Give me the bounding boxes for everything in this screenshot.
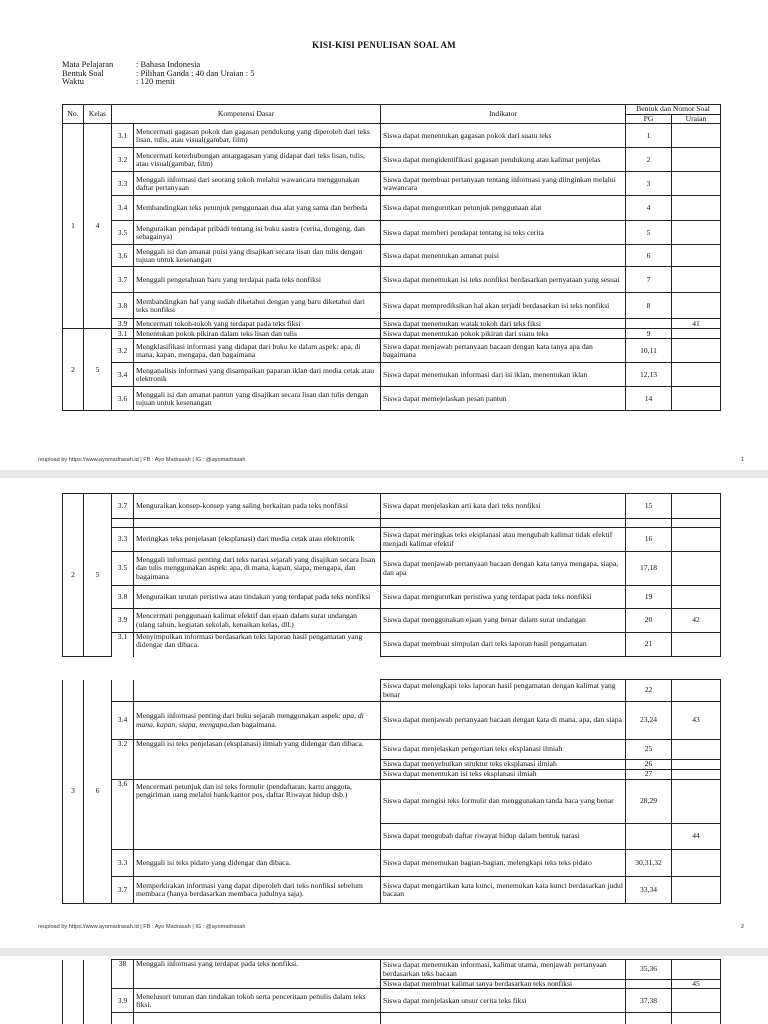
cell-uraian: [672, 221, 721, 245]
table-row: [63, 148, 721, 172]
cell-kd-number: 3.7: [112, 267, 134, 293]
cell-pg: [626, 980, 672, 989]
kd-text: Menggali informasi penting dari buku sejarah menggunakan aspek:: [136, 711, 343, 721]
cell-kd-number: 3.4: [112, 196, 134, 221]
cell-pg: 25: [626, 740, 672, 760]
page-footer: reupload by https://www.ayomadrasah.id | FB : Ayo Madrasah | IG : @ayomadrasah: [38, 924, 246, 930]
table-row: [63, 552, 721, 586]
cell-kd-number: 3.9: [112, 609, 134, 633]
table-row: [63, 494, 721, 519]
cell-kd-number: 3.7: [112, 877, 134, 904]
cell-indikator: Siswa dapat membuat simpulan dari teks laporan hasil pengamatan: [381, 633, 626, 657]
table-row: [63, 245, 721, 267]
cell-pg: 37,38: [626, 989, 672, 1013]
cell-uraian: [672, 877, 721, 904]
cell-kd-number: 3.7: [112, 494, 134, 519]
cell-indikator: Siswa dapat menjawab pertanyaan bacaan dengan kata di mana, apa, dan siapa: [381, 702, 626, 740]
cell-kd-number: 3.6: [112, 387, 134, 411]
cell-uraian: [672, 850, 721, 877]
cell-uraian: 42: [672, 609, 721, 633]
table-row-empty: [63, 519, 721, 528]
cell-indikator: Siswa dapat menemukan bagian-bagian, melengkapi teks teks pidato: [381, 850, 626, 877]
document-page-1: [0, 0, 768, 470]
empty-cell: [134, 680, 381, 702]
empty-cell: [112, 519, 134, 528]
cell-uraian: [672, 329, 721, 339]
header-bentuk-nomor-soal: Bentuk dan Nomor Soal: [626, 105, 721, 115]
cell-indikator: Siswa dapat menentukan isi teks eksplanasi ilmiah: [381, 770, 626, 780]
cell-uraian: [672, 760, 721, 770]
table-row: [63, 293, 721, 319]
cell-kelas: 5: [84, 329, 112, 411]
cell-indikator: Siswa dapat mengartikan kata kunci, menemukan kata kunci berdasarkan judul bacaan: [381, 877, 626, 904]
cell-pg: 35,36: [626, 960, 672, 980]
document-page-2: [0, 478, 768, 948]
meta-key: Waktu: [62, 76, 84, 87]
header-indikator: Indikator: [381, 105, 626, 124]
cell-kompetensi-dasar: Mencermati penggunaan kalimat efektif dan ejaan dalam surat undangan (ulang tahun, kegiatan sekolah, kenaikan kelas, dll.): [134, 609, 381, 633]
cell-pg: 3: [626, 172, 672, 196]
table-row: [63, 780, 721, 824]
cell-kd-number: 38: [112, 960, 134, 989]
cell-pg: 20: [626, 609, 672, 633]
cell-kd-number: 3.2: [112, 148, 134, 172]
cell-kompetensi-dasar: Mengklasifikasi informasi yang didapat dari buku ke dalam aspek: apa, di mana, kapan, mengapa, dan bagaimana: [134, 339, 381, 363]
cell-pg: 19: [626, 586, 672, 609]
table-row-cut-off: [63, 1013, 721, 1024]
cell-uraian: [672, 740, 721, 760]
cell-indikator: Siswa dapat membuat pertanyaan tentang informasi yang diinginkan melalui wawancara: [381, 172, 626, 196]
cell-pg: 4: [626, 196, 672, 221]
cell-kompetensi-dasar: Menggali informasi penting dari teks narasi sejarah yang disajikan secara lisan dan tulis menggunakan aspek: apa, di mana, kapan, siapa, mengapa, dan bagaimana: [134, 552, 381, 586]
cell-no: 2: [63, 494, 84, 657]
cell-uraian: 44: [672, 824, 721, 850]
table-row: [63, 989, 721, 1013]
cell-kompetensi-dasar: Menggali informasi yang terdapat pada teks nonfiksi.: [134, 960, 381, 989]
cell-uraian: [672, 552, 721, 586]
cell-pg: 6: [626, 245, 672, 267]
cell-kd-number: 3.3: [112, 172, 134, 196]
cell-indikator: Siswa dapat mengurutkan peristiwa yang terdapat pada teks nonfiksi: [381, 586, 626, 609]
cell-indikator: Siswa dapat menyebutkan struktur teks eksplanasi ilmiah: [381, 760, 626, 770]
cell-kd-number: 3.6: [112, 245, 134, 267]
cell-no: 3: [63, 680, 84, 904]
table-row: [63, 267, 721, 293]
table-row: [63, 196, 721, 221]
kisi-kisi-table-continued: [62, 493, 721, 657]
cell-uraian: [672, 494, 721, 519]
cell-kd-number: 3.1: [112, 329, 134, 339]
cell-pg: 21: [626, 633, 672, 657]
cell-kompetensi-dasar: Mencermati petunjuk dan isi teks formulir (pendaftaran, kartu anggota, pengiriman uang melalui bank/kantor pos, daftar Riwayat hidup dsb.): [134, 780, 381, 850]
cell-uraian: [672, 148, 721, 172]
table-row: [63, 329, 721, 339]
kd-text-italic: apa, di mana, kapan, siapa, mengapa,: [136, 711, 364, 729]
cell-pg: 16: [626, 528, 672, 552]
cell-pg: 33,34: [626, 877, 672, 904]
table-row: [63, 586, 721, 609]
cell-kd-number: 3.8: [112, 293, 134, 319]
cell-kd-number: 3.2: [112, 339, 134, 363]
cell-uraian: [672, 387, 721, 411]
cell-uraian: 45: [672, 980, 721, 989]
cell-pg: 15: [626, 494, 672, 519]
cell-kelas: 4: [84, 124, 112, 329]
cell-kompetensi-dasar: Menganalisis informasi yang disampaikan paparan iklan dari media cetak atau elektronik: [134, 363, 381, 387]
cell-pg: [626, 319, 672, 329]
header-no: No.: [63, 105, 84, 124]
meta-value: : 120 menit: [136, 76, 175, 87]
header-uraian: Uraian: [672, 115, 721, 124]
cell-uraian: [672, 989, 721, 1013]
cell-pg: 28,29: [626, 780, 672, 824]
document-page-3: [0, 956, 768, 1024]
table-row: [63, 124, 721, 148]
document-meta: [62, 60, 255, 86]
cell-kompetensi-dasar: Menggali pengetahuan baru yang terdapat pada teks nonfiksi: [134, 267, 381, 293]
cell-indikator: Siswa dapat membuat kalimat tanya berdasarkan teks nonfiksi: [381, 980, 626, 989]
cell-uraian: [672, 196, 721, 221]
table-row: [63, 877, 721, 904]
cell-indikator: Siswa dapat menemukan informasi dari isi iklan, menentukan iklan: [381, 363, 626, 387]
cell-kompetensi-dasar: Menguraikan konsep-konsep yang saling berkaitan pada teks nonfiksi: [134, 494, 381, 519]
cell-kompetensi-dasar: Mencermati gagasan pokok dan gagasan pendukung yang diperoleh dari teks lisan, tulis, atau visual(gambar, film): [134, 124, 381, 148]
cell-indikator: Siswa dapat memejelaskan pesan pantun: [381, 387, 626, 411]
cell-uraian: [672, 770, 721, 780]
cell-kompetensi-dasar: Menggali isi teks penjelasan (eksplanasi) ilmiah yang didengar dan dibaca.: [134, 740, 381, 780]
empty-cell: [63, 960, 84, 1024]
cell-uraian: 41: [672, 319, 721, 329]
cell-kompetensi-dasar: Membandingkan teks petunjuk penggunaan dua alat yang sama dan berbeda: [134, 196, 381, 221]
cell-kd-number: 3.8: [112, 586, 134, 609]
empty-cell: [381, 519, 626, 528]
cell-kompetensi-dasar: Mencermati keterhubungan antargagasan yang didapat dari teks lisan, tulis, atau visual(gambar, film): [134, 148, 381, 172]
cell-indikator: Siswa dapat menentukan gagasan pokok dari suatu teks: [381, 124, 626, 148]
cell-indikator: Siswa dapat menentukan amanat puisi: [381, 245, 626, 267]
cell-pg: 8: [626, 293, 672, 319]
cell-indikator: Siswa dapat menemukan isi teks nonfiksi berdasarkan pernyataan yang sesuai: [381, 267, 626, 293]
cell-kd-number: 3.1: [112, 633, 134, 657]
table-row: [63, 339, 721, 363]
cell-pg: 7: [626, 267, 672, 293]
table-row: [63, 850, 721, 877]
cell-pg: 2: [626, 148, 672, 172]
kisi-kisi-table: [62, 104, 721, 411]
cell-kompetensi-dasar: Mencermati tokoh-tokoh yang terdapat pada teks fiksi: [134, 319, 381, 329]
cell-kd-number: 3.4: [112, 363, 134, 387]
cell-indikator: Siswa dapat melengkapi teks laporan hasil pengamatan dengan kalimat yang benar: [381, 680, 626, 702]
cell-kd-number: 3.6: [112, 780, 134, 850]
cell-kompetensi-dasar: Menguraikan pendapat pribadi tentang isi buku sastra (cerita, dongeng, dan sebagainya): [134, 221, 381, 245]
cell-indikator: Siswa dapat menemukan informasi, kalimat utama, menjawab pertanyaan berdasarkan teks bacaan: [381, 960, 626, 980]
cell-pg: 10,11: [626, 339, 672, 363]
table-row: [63, 633, 721, 657]
cell-kompetensi-dasar: Menguraikan urutan peristiwa atau tindakan yang terdapat pada teks nonfiksi: [134, 586, 381, 609]
table-row: [63, 319, 721, 329]
cell-pg: 23,24: [626, 702, 672, 740]
empty-cell: [626, 1013, 672, 1024]
cell-uraian: 43: [672, 702, 721, 740]
cell-indikator: Siswa dapat memberi pendapat tentang isi teks cerita: [381, 221, 626, 245]
page-number: 2: [740, 924, 744, 930]
meta-value: : Pilihan Ganda : 40 dan Uraian : 5: [136, 67, 255, 78]
cell-pg: 17,18: [626, 552, 672, 586]
cell-kd-number: 3.2: [112, 740, 134, 780]
cell-uraian: [672, 633, 721, 657]
meta-value: : Bahasa Indonesia: [136, 59, 201, 69]
kisi-kisi-table-page-3: [62, 959, 721, 1024]
cell-kd-number: 3.5: [112, 552, 134, 586]
page-footer: reupload by https://www.ayomadrasah.id | FB : Ayo Madrasah | IG : @ayomadrasah: [38, 457, 246, 463]
cell-pg: 5: [626, 221, 672, 245]
table-row: [63, 528, 721, 552]
cell-uraian: [672, 363, 721, 387]
cell-kd-number: 3.3: [112, 528, 134, 552]
table-row: [63, 387, 721, 411]
cell-kd-number: 3.4: [112, 702, 134, 740]
header-kelas: Kelas: [84, 105, 112, 124]
cell-pg: [626, 824, 672, 850]
cell-uraian: [672, 293, 721, 319]
cell-kompetensi-dasar: Menelusuri tuturan dan tindakan tokoh serta penceritaan penulis dalam teks fiksi.: [134, 989, 381, 1013]
cell-kelas: 5: [84, 494, 112, 657]
cell-kd-number: 3.1: [112, 124, 134, 148]
cell-pg: 12,13: [626, 363, 672, 387]
cell-pg: 26: [626, 760, 672, 770]
cell-pg: 22: [626, 680, 672, 702]
cell-pg: 14: [626, 387, 672, 411]
table-row: [63, 609, 721, 633]
cell-uraian: [672, 339, 721, 363]
cell-no: 2: [63, 329, 84, 411]
cell-kompetensi-dasar: Membandingkan hal yang sudah diketahui dengan yang baru diketahui dari teks nonfiksi: [134, 293, 381, 319]
cell-uraian: [672, 960, 721, 980]
cell-indikator: Siswa dapat mengubah daftar riwayat hidup dalam bentuk narasi: [381, 824, 626, 850]
cell-indikator: Siswa dapat mengidentifikasi gagasan pendukung atau kalimat penjelas: [381, 148, 626, 172]
empty-cell: [672, 519, 721, 528]
empty-cell: [112, 1013, 134, 1024]
cell-kompetensi-dasar: Menggali isi teks pidato yang didengar dan dibaca.: [134, 850, 381, 877]
cell-uraian: [672, 780, 721, 824]
empty-cell: [672, 1013, 721, 1024]
page-number: 1: [740, 457, 744, 463]
cell-uraian: [672, 124, 721, 148]
cell-indikator: Siswa dapat mengisi teks formulir dan menggunakan tanda baca yang benar: [381, 780, 626, 824]
empty-cell: [112, 680, 134, 702]
cell-indikator: Siswa dapat meringkas teks eksplanasi atau mengubah kalimat tidak efektif menjadi kalimat efektif: [381, 528, 626, 552]
cell-uraian: [672, 680, 721, 702]
empty-cell: [84, 960, 112, 1024]
cell-indikator: Siswa dapat mengurutkan petunjuk penggunaan alat: [381, 196, 626, 221]
cell-uraian: [672, 528, 721, 552]
empty-cell: [626, 519, 672, 528]
cell-indikator: Siswa dapat menjelaskan unsur cerita teks fiksi: [381, 989, 626, 1013]
table-row: [63, 680, 721, 702]
cell-indikator: Siswa dapat memprediksikan hal akan terjadi berdasarkan isi teks nonfiksi: [381, 293, 626, 319]
table-row: [63, 221, 721, 245]
cell-indikator: Siswa dapat menemukan watak tokoh dari teks fiksi: [381, 319, 626, 329]
cell-uraian: [672, 586, 721, 609]
cell-kompetensi-dasar: Menggali isi dan amanat pantun yang disajikan secara lisan dan tulis dengan tujuan untuk kesenangan: [134, 387, 381, 411]
cell-kd-number: 3.5: [112, 221, 134, 245]
cell-pg: 30,31,32: [626, 850, 672, 877]
meta-key: Bentuk Soal: [62, 67, 104, 78]
cell-kompetensi-dasar: Menentukan pokok pikiran dalam teks lisan dan tulis: [134, 329, 381, 339]
table-row: [63, 960, 721, 980]
empty-cell: [134, 519, 381, 528]
table-row: [63, 702, 721, 740]
cell-kompetensi-dasar: Menyimpulkan informasi berdasarkan teks laporan hasil pengamatan yang didengar dan dibaca.: [134, 633, 381, 657]
cell-no: 1: [63, 124, 84, 329]
cell-indikator: Siswa dapat menentukan pokok pikiran dari suatu teks: [381, 329, 626, 339]
header-pg: PG: [626, 115, 672, 124]
cell-indikator: Siswa dapat menjawab pertanyaan bacaan dengan kata tanya apa dan bagaimana: [381, 339, 626, 363]
cell-indikator: Siswa dapat menjelaskan pengertian teks eksplanasi ilmiah: [381, 740, 626, 760]
cell-pg: 9: [626, 329, 672, 339]
cell-kd-number: 3.9: [112, 989, 134, 1013]
cell-kd-number: 3.9: [112, 319, 134, 329]
cell-pg: 1: [626, 124, 672, 148]
cell-indikator: Siswa dapat menjawab pertanyaan bacaan dengan kata tanya mengapa, siapa, dan apa: [381, 552, 626, 586]
table-row: [63, 740, 721, 760]
cell-indikator: Siswa dapat menggunakan ejaan yang benar dalam surat undangan: [381, 609, 626, 633]
cell-uraian: [672, 245, 721, 267]
table-row: [63, 363, 721, 387]
cell-kompetensi-dasar: Menggali informasi dari seorang tokoh melalui wawancara menggunakan daftar pertanyaan: [134, 172, 381, 196]
cell-kd-number: 3.3: [112, 850, 134, 877]
cell-uraian: [672, 267, 721, 293]
empty-cell: [381, 1013, 626, 1024]
table-row: [63, 172, 721, 196]
cell-uraian: [672, 172, 721, 196]
document-title: KISI-KISI PENULISAN SOAL AM: [312, 40, 456, 50]
cell-kelas: 6: [84, 680, 112, 904]
kd-text: dan bagaimana.: [229, 719, 277, 729]
header-kompetensi-dasar: Kompetensi Dasar: [112, 105, 381, 124]
cell-kompetensi-dasar: [134, 702, 381, 740]
cell-pg: 27: [626, 770, 672, 780]
meta-key: Mata Pelajaran: [62, 59, 114, 69]
kisi-kisi-table-kelas-6: [62, 679, 721, 904]
cell-indikator: Siswa dapat menjelaskan arti kata dari teks nonfiksi: [381, 494, 626, 519]
empty-cell: [134, 1013, 381, 1024]
cell-kompetensi-dasar: Meringkas teks penjelasan (eksplanasi) dari media cetak atau elektronik: [134, 528, 381, 552]
cell-kompetensi-dasar: Memperkirakan informasi yang dapat diperoleh dari teks nonfiksi sebelum membaca (hanya berdasarkan membaca judulnya saja).: [134, 877, 381, 904]
cell-kompetensi-dasar: Menggali isi dan amanat puisi yang disajikan secara lisan dan tulis dengan tujuan untuk kesenangan: [134, 245, 381, 267]
